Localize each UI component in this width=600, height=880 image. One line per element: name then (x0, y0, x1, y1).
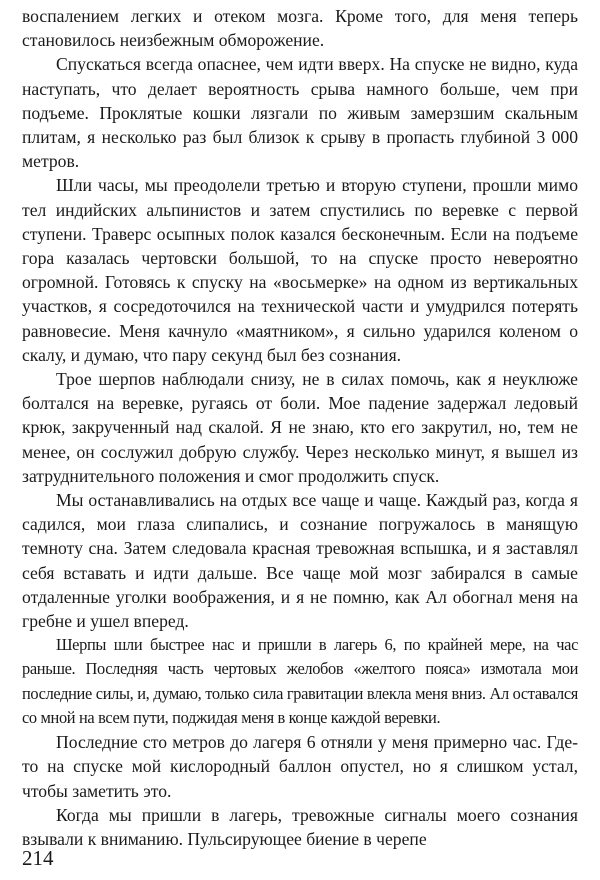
paragraph: Мы останавливались на отдых все чаще и чаще. Каждый раз, когда я садился, мои глаза слипались, и сознание погружалось в манящую темноту сна. Затем следовала красная тревожная вспышка, и я заставлял себя вставать и идти дальше. Все чаще мой мозг забирался в самые отдаленные уголки воображения, и я не помню, как Ал обогнал меня на гребне и ушел вперед. (22, 490, 578, 632)
paragraph: Последние сто метров до лагеря 6 отняли у меня примерно час. Где-то на спуске мой кислородный баллон опустел, но я слишком устал, чтобы заметить это. (22, 732, 578, 801)
paragraph: воспалением легких и отеком мозга. Кроме того, для меня теперь становилось неизбежным обморожение. (22, 6, 578, 51)
paragraph: Когда мы пришли в лагерь, тревожные сигналы моего сознания взывали к вниманию. Пульсирующее биение в черепе (22, 804, 578, 849)
paragraph: Шерпы шли быстрее нас и пришли в лагерь 6, по крайней мере, на час раньше. Последняя часть чертовых желобов «желтого пояса» измотала мои последние силы, и, думаю, только сила гравитации влекла меня вниз. Ал оставался со мной на всем пути, поджидая меня в конце каждой веревки. (22, 635, 578, 727)
page-number: 214 (22, 846, 54, 870)
paragraph: Трое шерпов наблюдали снизу, не в силах помочь, как я неуклюже болтался на веревке, ругаясь от боли. Мое падение задержал ледовый крюк, закрученный над скалой. Я не знаю, кто его закрутил, но, тем не менее, он сослужил добрую службу. Через несколько минут, я вышел из затруднительного положения и смог продолжить спуск. (22, 369, 578, 486)
body-text (22, 4, 578, 851)
paragraph: Спускаться всегда опаснее, чем идти вверх. На спуске не видно, куда наступать, что делает вероятность срыва намного больше, чем при подъеме. Проклятые кошки лязгали по живым замерзшим скальным плитам, я несколько раз был близок к срыву в пропасть глубиной 3 000 метров. (22, 54, 578, 172)
paragraph: Шли часы, мы преодолели третью и вторую ступени, прошли мимо тел индийских альпинистов и затем спустились по веревке с первой ступени. Траверс осыпных полок казался бесконечным. Если на подъеме гора казалась чертовски большой, то на спуске просто невероятно огромной. Готовясь к спуску на «восьмерке» на одном из вертикальных участков, я сосредоточился на технической части и умудрился потерять равновесие. Меня качнуло «маятником», я сильно ударился коленом о скалу, и думаю, что пару секунд был без сознания. (22, 175, 578, 365)
